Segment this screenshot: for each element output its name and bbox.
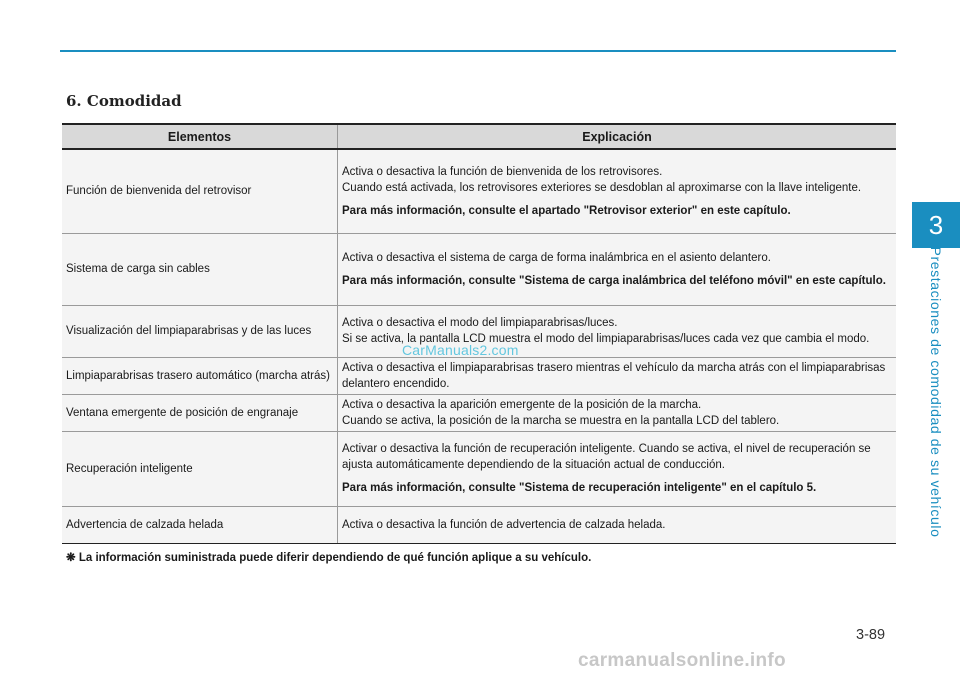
row-explanation: [338, 357, 897, 394]
row-label: Ventana emergente de posición de engranaje: [62, 394, 338, 431]
row-explanation: [338, 394, 897, 431]
table-row: [62, 357, 896, 394]
explanation-line: Activa o desactiva la función de advertencia de calzada helada.: [342, 518, 666, 531]
column-header-elements: Elementos: [62, 124, 338, 149]
chapter-tab: 3: [912, 202, 960, 248]
table-row: [62, 149, 896, 233]
row-label: Recuperación inteligente: [62, 431, 338, 506]
row-label: Limpiaparabrisas trasero automático (marcha atrás): [62, 357, 338, 394]
table-header-row: [62, 124, 896, 149]
row-label: Visualización del limpiaparabrisas y de las luces: [62, 305, 338, 357]
explanation-note: Para más información, consulte "Sistema de carga inalámbrica del teléfono móvil" en este capítulo.: [342, 274, 886, 287]
row-label: Función de bienvenida del retrovisor: [62, 149, 338, 233]
explanation-line: Activa o desactiva el sistema de carga de forma inalámbrica en el asiento delantero.: [342, 251, 771, 264]
explanation-line: Activar o desactiva la función de recuperación inteligente. Cuando se activa, el nivel de recuperación se ajusta automáticamente dependiendo de la situación actual de conducción.: [342, 443, 871, 471]
explanation-line: Activa o desactiva la función de bienvenida de los retrovisores.: [342, 165, 663, 178]
column-header-explanation: Explicación: [338, 124, 897, 149]
footnote: ❋ La información suministrada puede diferir dependiendo de qué función aplique a su vehículo.: [66, 552, 592, 564]
chapter-title: Prestaciones de comodidad de su vehículo: [928, 246, 944, 538]
table-row: [62, 233, 896, 305]
watermark: CarManuals2.com: [402, 342, 519, 358]
row-label: Sistema de carga sin cables: [62, 233, 338, 305]
explanation-line: Activa o desactiva el modo del limpiaparabrisas/luces.: [342, 317, 618, 329]
explanation-note: Para más información, consulte el apartado "Retrovisor exterior" en este capítulo.: [342, 204, 791, 217]
row-label: Advertencia de calzada helada: [62, 506, 338, 543]
site-watermark: carmanualsonline.info: [578, 650, 786, 671]
table-row: [62, 431, 896, 506]
row-explanation: [338, 431, 897, 506]
row-explanation: [338, 149, 897, 233]
section-title: 6. Comodidad: [66, 92, 182, 110]
explanation-line: Cuando se activa, la posición de la marcha se muestra en la pantalla LCD del tablero.: [342, 414, 780, 427]
explanation-note: Para más información, consulte "Sistema de recuperación inteligente" en el capítulo 5.: [342, 482, 817, 494]
page-number: 3-89: [856, 627, 886, 643]
row-explanation: [338, 233, 897, 305]
table-row: [62, 506, 896, 543]
explanation-line: Activa o desactiva la aparición emergente de la posición de la marcha.: [342, 398, 702, 411]
explanation-line: Cuando está activada, los retrovisores exteriores se desdoblan al aproximarse con la llave inteligente.: [342, 181, 862, 194]
row-explanation: [338, 506, 897, 543]
explanation-line: Si se activa, la pantalla LCD muestra el modo del limpiaparabrisas/luces cada vez que cambia el modo.: [342, 333, 870, 345]
table-row: [62, 394, 896, 431]
explanation-line: Activa o desactiva el limpiaparabrisas trasero mientras el vehículo da marcha atrás con el limpiaparabrisas delantero encendido.: [342, 361, 886, 390]
header-rule: [60, 50, 896, 52]
settings-table: [62, 123, 896, 544]
